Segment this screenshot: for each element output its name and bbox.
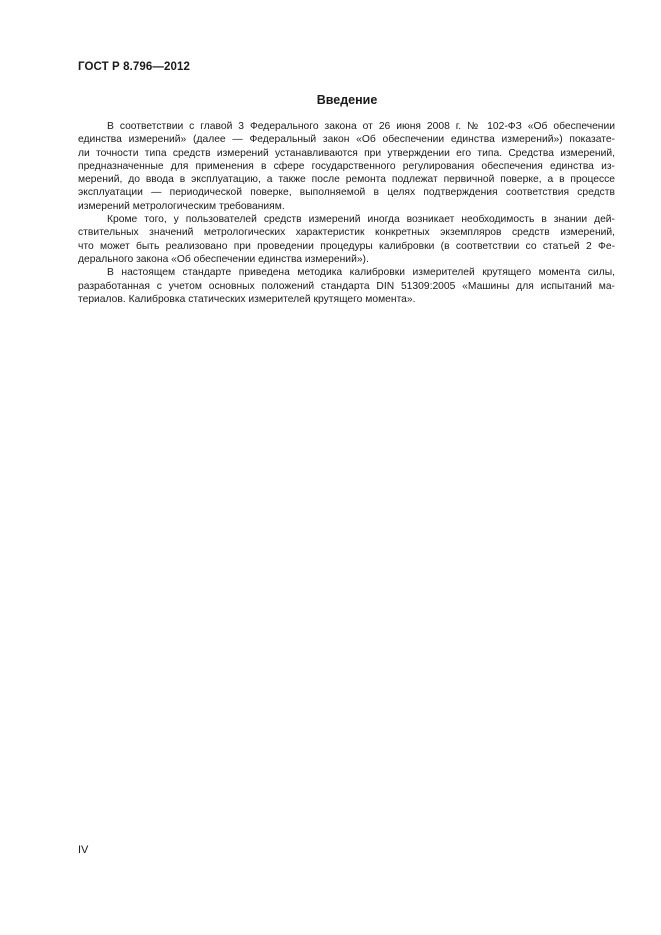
text-line: измерений метрологическим требованиям. [78, 200, 285, 212]
text-line: Кроме того, у пользователей средств измерений иногда возникает необходимость в знании дей- [107, 214, 615, 226]
paragraph-1 [78, 120, 615, 213]
document-code: ГОСТ Р 8.796—2012 [78, 61, 190, 73]
text-line: ствительных значений метрологических характеристик конкретных экземпляров средств измерений, [78, 227, 615, 239]
text-line: мерений, до ввода в эксплуатацию, а также после ремонта подлежат первичной поверке, а в процессе [78, 174, 615, 186]
paragraph-2 [78, 213, 615, 266]
text-line: что может быть реализовано при проведении процедуры калибровки (в соответствии со статьей 2 Фе- [78, 240, 615, 252]
text-line: разработанная с учетом основных положений стандарта DIN 51309:2005 «Машины для испытаний ма- [78, 280, 615, 292]
body-text [78, 120, 615, 306]
text-line: В настоящем стандарте приведена методика калибровки измерителей крутящего момента силы, [107, 267, 615, 279]
text-line: териалов. Калибровка статических измерителей крутящего момента». [78, 293, 416, 305]
text-line: ли точности типа средств измерений устанавливаются при утверждении его типа. Средства измерений, [78, 147, 615, 159]
text-line: дерального закона «Об обеспечении единства измерений»). [78, 253, 369, 265]
page-number: IV [78, 844, 89, 856]
text-line: эксплуатации — периодической поверке, выполняемой в целях подтверждения соответствия средств [78, 187, 615, 199]
section-title: Введение [316, 93, 378, 107]
text-line: В соответствии с главой 3 Федерального закона от 26 июня 2008 г. № 102-ФЗ «Об обеспечении [107, 121, 615, 132]
text-line: единства измерений» (далее — Федеральный закон «Об обеспечении единства измерений») показате- [78, 134, 615, 146]
text-line: предназначенные для применения в сфере государственного регулирования обеспечения единства из- [78, 160, 615, 172]
paragraph-3 [78, 266, 615, 306]
